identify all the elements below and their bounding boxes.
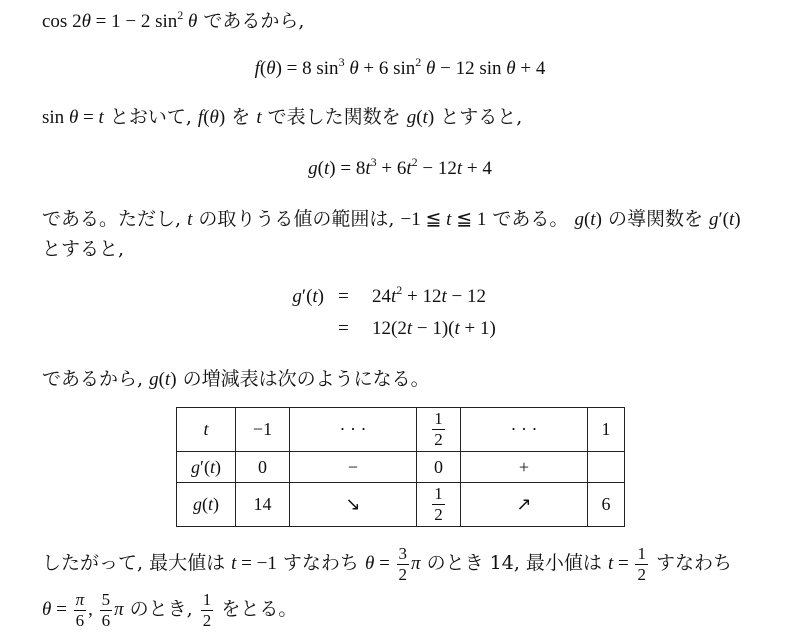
text-namely-2: すなわち	[656, 552, 733, 574]
cell-t-neg1: −1	[236, 408, 290, 452]
text-put: とおいて,	[109, 106, 192, 128]
text-expressed: で表した関数を	[267, 106, 401, 128]
arrow-decrease-icon: ↘	[290, 483, 417, 527]
table-row-t	[177, 408, 625, 452]
cell-header-gprime: g′(t)	[177, 452, 236, 483]
text-max-min: のとき 14, 最小値は	[426, 552, 602, 574]
cell-t-half: $\frac{1}{2}$	[417, 408, 461, 452]
text-when: のとき,	[129, 598, 193, 620]
cell-gp-5	[588, 452, 625, 483]
text-namely-1: すなわち	[282, 552, 359, 574]
text-takes: をとる。	[221, 598, 298, 620]
arrow-increase-icon: ↗	[461, 483, 588, 527]
eq-sign-1: =	[338, 286, 349, 307]
text-range: の取りうる値の範囲は,	[198, 208, 395, 230]
equation-f: f(θ) = 8 $\sin^3 \theta + 6$ $\sin^2 \theta - 12$ sin θ + 4	[254, 55, 546, 79]
conclusion-line-2: θ = $\frac{\pi}{6}$ , $\frac{5}{6}$ π のとき, $\frac{1}{2}$ をとる。	[42, 590, 298, 631]
text-is: である。	[492, 208, 569, 230]
eq-sign-2: =	[338, 318, 349, 339]
text-derivative: の導関数を	[607, 208, 703, 230]
line-substitution: sin θ = t とおいて, f(θ) を t で表した関数を g(t) とすると,	[42, 106, 523, 128]
table-row-gprime	[177, 452, 625, 483]
text-wo: を	[231, 106, 251, 128]
text-however: である。ただし,	[42, 208, 182, 230]
cell-gp-1: 0	[236, 452, 290, 483]
cell-t-dots2: · · ·	[461, 408, 588, 452]
line-then: とすると,	[42, 238, 125, 260]
line-table-intro: であるから, g(t) の増減表は次のようになる。	[42, 368, 430, 390]
text-table-intro: の増減表は次のようになる。	[182, 368, 430, 390]
equation-g: $g(t) = 8t^3 + 6t^2 - 12t + 4$	[308, 155, 492, 179]
cell-header-t: t	[177, 408, 236, 452]
cell-gp-4: +	[461, 452, 588, 483]
line-cos-identity: cos 2θ = 1 − 2 $\sin^2 \theta$ であるから,	[42, 8, 305, 32]
text-then: とすると,	[440, 106, 523, 128]
increase-decrease-table	[176, 407, 625, 527]
cell-header-g: g(t)	[177, 483, 236, 527]
text-since: であるから,	[42, 368, 144, 390]
cell-t-1: 1	[588, 408, 625, 452]
cell-gp-3: 0	[417, 452, 461, 483]
cell-g-1: 14	[236, 483, 290, 527]
table-row-g	[177, 483, 625, 527]
cell-g-half: $\frac{1}{2}$	[417, 483, 461, 527]
conclusion-line-1: したがって, 最大値は t = −1 すなわち θ = $\frac{3}{2}$ π のとき 14, 最小値は t = $\frac{1}{2}$ すなわち	[42, 544, 733, 585]
cell-t-dots1: · · ·	[290, 408, 417, 452]
line-range: である。ただし, t の取りうる値の範囲は, −1 ≦ t ≦ 1 である。 g(t) の導関数を g′(t)	[42, 208, 741, 230]
cell-gp-2: −	[290, 452, 417, 483]
cell-g-6: 6	[588, 483, 625, 527]
text-because: であるから,	[203, 10, 305, 32]
text-max-intro: したがって, 最大値は	[42, 552, 226, 574]
